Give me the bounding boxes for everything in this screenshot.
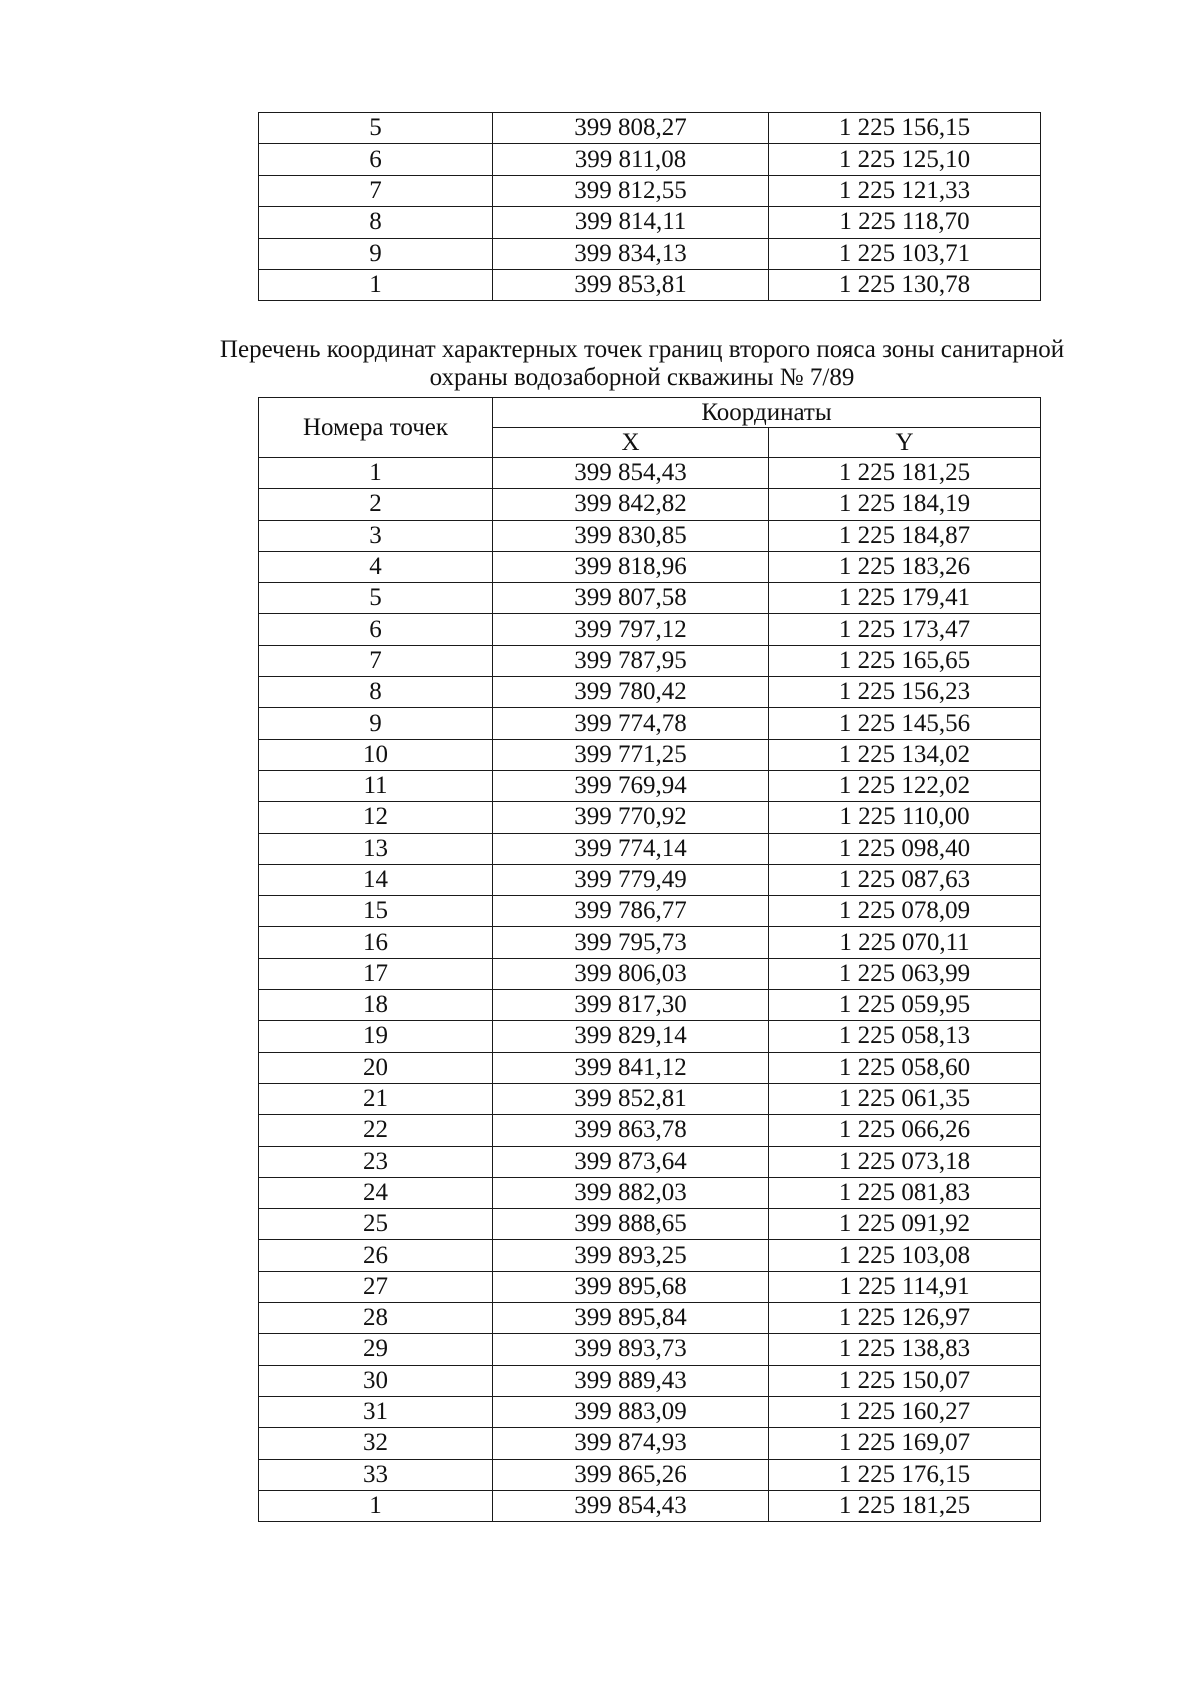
x-coordinate-cell: 399 895,68 [493,1271,769,1302]
table-row [259,1303,1041,1334]
y-coordinate-cell: 1 225 081,83 [769,1177,1041,1208]
x-coordinate-cell: 399 854,43 [493,1490,769,1521]
y-coordinate-cell: 1 225 073,18 [769,1146,1041,1177]
section-title [150,336,1134,392]
point-number-cell: 10 [259,739,493,770]
x-coordinate-cell: 399 842,82 [493,489,769,520]
point-number-cell: 21 [259,1083,493,1114]
point-number-cell: 32 [259,1428,493,1459]
point-number-cell: 11 [259,770,493,801]
point-number-cell: 30 [259,1365,493,1396]
second-belt-coordinates-table [258,397,1041,1522]
x-coordinate-cell: 399 779,49 [493,864,769,895]
x-coordinate-cell: 399 795,73 [493,927,769,958]
table-row [259,802,1041,833]
point-number-cell: 24 [259,1177,493,1208]
x-coordinate-cell: 399 780,42 [493,677,769,708]
y-coordinate-cell: 1 225 126,97 [769,1303,1041,1334]
y-coordinate-cell: 1 225 103,71 [769,238,1041,269]
point-number-cell: 33 [259,1459,493,1490]
point-number-cell: 14 [259,864,493,895]
y-coordinate-cell: 1 225 058,13 [769,1021,1041,1052]
table-row [259,864,1041,895]
header-row-1 [259,398,1041,428]
y-coordinate-cell: 1 225 087,63 [769,864,1041,895]
x-coordinate-cell: 399 874,93 [493,1428,769,1459]
y-coordinate-cell: 1 225 063,99 [769,958,1041,989]
y-coordinate-cell: 1 225 078,09 [769,896,1041,927]
x-coordinate-cell: 399 786,77 [493,896,769,927]
table-row [259,1428,1041,1459]
x-coordinate-cell: 399 889,43 [493,1365,769,1396]
y-coordinate-cell: 1 225 066,26 [769,1115,1041,1146]
point-number-cell: 27 [259,1271,493,1302]
section-title-line-1: Перечень координат характерных точек границ второго пояса зоны санитарной [219,336,1065,363]
x-coordinate-cell: 399 770,92 [493,802,769,833]
y-coordinate-cell: 1 225 103,08 [769,1240,1041,1271]
x-coordinate-cell: 399 893,73 [493,1334,769,1365]
y-coordinate-cell: 1 225 125,10 [769,144,1041,175]
table-row [259,269,1041,300]
point-number-cell: 5 [259,583,493,614]
header-point-numbers: Номера точек [259,398,493,458]
y-coordinate-cell: 1 225 114,91 [769,1271,1041,1302]
x-coordinate-cell: 399 811,08 [493,144,769,175]
y-coordinate-cell: 1 225 145,56 [769,708,1041,739]
y-coordinate-cell: 1 225 118,70 [769,207,1041,238]
table-row [259,739,1041,770]
table-row [259,645,1041,676]
point-number-cell: 23 [259,1146,493,1177]
y-coordinate-cell: 1 225 070,11 [769,927,1041,958]
x-coordinate-cell: 399 814,11 [493,207,769,238]
point-number-cell: 9 [259,708,493,739]
x-coordinate-cell: 399 774,78 [493,708,769,739]
x-coordinate-cell: 399 797,12 [493,614,769,645]
table-header [259,398,1041,458]
y-coordinate-cell: 1 225 150,07 [769,1365,1041,1396]
y-coordinate-cell: 1 225 176,15 [769,1459,1041,1490]
table-row [259,1021,1041,1052]
point-number-cell: 4 [259,551,493,582]
y-coordinate-cell: 1 225 098,40 [769,833,1041,864]
point-number-cell: 12 [259,802,493,833]
y-coordinate-cell: 1 225 179,41 [769,583,1041,614]
table-row [259,708,1041,739]
table-row [259,770,1041,801]
x-coordinate-cell: 399 787,95 [493,645,769,676]
y-coordinate-cell: 1 225 183,26 [769,551,1041,582]
point-number-cell: 2 [259,489,493,520]
x-coordinate-cell: 399 829,14 [493,1021,769,1052]
table-row [259,1271,1041,1302]
table-row [259,113,1041,144]
x-coordinate-cell: 399 774,14 [493,833,769,864]
x-coordinate-cell: 399 818,96 [493,551,769,582]
x-coordinate-cell: 399 806,03 [493,958,769,989]
point-number-cell: 31 [259,1396,493,1427]
x-coordinate-cell: 399 865,26 [493,1459,769,1490]
table-row [259,489,1041,520]
table-row [259,458,1041,489]
table-row [259,1334,1041,1365]
x-coordinate-cell: 399 771,25 [493,739,769,770]
y-coordinate-cell: 1 225 184,87 [769,520,1041,551]
x-coordinate-cell: 399 873,64 [493,1146,769,1177]
y-coordinate-cell: 1 225 059,95 [769,990,1041,1021]
y-coordinate-cell: 1 225 110,00 [769,802,1041,833]
point-number-cell: 5 [259,113,493,144]
y-coordinate-cell: 1 225 091,92 [769,1209,1041,1240]
table-row [259,1396,1041,1427]
point-number-cell: 29 [259,1334,493,1365]
point-number-cell: 7 [259,175,493,206]
y-coordinate-cell: 1 225 169,07 [769,1428,1041,1459]
table-row [259,238,1041,269]
point-number-cell: 1 [259,1490,493,1521]
table-row [259,677,1041,708]
header-coordinates: Координаты [493,398,1041,428]
y-coordinate-cell: 1 225 061,35 [769,1083,1041,1114]
y-coordinate-cell: 1 225 138,83 [769,1334,1041,1365]
table-row [259,1177,1041,1208]
table-row [259,990,1041,1021]
point-number-cell: 8 [259,677,493,708]
point-number-cell: 19 [259,1021,493,1052]
header-y: Y [769,428,1041,458]
point-number-cell: 22 [259,1115,493,1146]
point-number-cell: 25 [259,1209,493,1240]
y-coordinate-cell: 1 225 184,19 [769,489,1041,520]
x-coordinate-cell: 399 808,27 [493,113,769,144]
point-number-cell: 6 [259,144,493,175]
table-row [259,1083,1041,1114]
y-coordinate-cell: 1 225 130,78 [769,269,1041,300]
point-number-cell: 6 [259,614,493,645]
table-row [259,958,1041,989]
y-coordinate-cell: 1 225 181,25 [769,1490,1041,1521]
table-row [259,1052,1041,1083]
x-coordinate-cell: 399 854,43 [493,458,769,489]
table-row [259,175,1041,206]
point-number-cell: 3 [259,520,493,551]
continuation-table-body [259,113,1041,301]
x-coordinate-cell: 399 895,84 [493,1303,769,1334]
y-coordinate-cell: 1 225 122,02 [769,770,1041,801]
table-row [259,896,1041,927]
x-coordinate-cell: 399 853,81 [493,269,769,300]
table-row [259,520,1041,551]
x-coordinate-cell: 399 807,58 [493,583,769,614]
x-coordinate-cell: 399 863,78 [493,1115,769,1146]
table-row [259,1209,1041,1240]
table-row [259,833,1041,864]
table-row [259,207,1041,238]
y-coordinate-cell: 1 225 134,02 [769,739,1041,770]
x-coordinate-cell: 399 841,12 [493,1052,769,1083]
y-coordinate-cell: 1 225 121,33 [769,175,1041,206]
table-row [259,1146,1041,1177]
x-coordinate-cell: 399 893,25 [493,1240,769,1271]
point-number-cell: 8 [259,207,493,238]
x-coordinate-cell: 399 888,65 [493,1209,769,1240]
point-number-cell: 9 [259,238,493,269]
x-coordinate-cell: 399 834,13 [493,238,769,269]
table-row [259,1240,1041,1271]
y-coordinate-cell: 1 225 181,25 [769,458,1041,489]
table-row [259,1115,1041,1146]
point-number-cell: 7 [259,645,493,676]
table-row [259,927,1041,958]
table-row [259,583,1041,614]
point-number-cell: 20 [259,1052,493,1083]
x-coordinate-cell: 399 769,94 [493,770,769,801]
table-row [259,1365,1041,1396]
x-coordinate-cell: 399 817,30 [493,990,769,1021]
y-coordinate-cell: 1 225 173,47 [769,614,1041,645]
x-coordinate-cell: 399 830,85 [493,520,769,551]
table-row [259,614,1041,645]
table-row [259,1459,1041,1490]
point-number-cell: 18 [259,990,493,1021]
header-x: X [493,428,769,458]
x-coordinate-cell: 399 812,55 [493,175,769,206]
x-coordinate-cell: 399 852,81 [493,1083,769,1114]
table-row [259,551,1041,582]
main-table-body [259,458,1041,1522]
y-coordinate-cell: 1 225 160,27 [769,1396,1041,1427]
table-row [259,1490,1041,1521]
y-coordinate-cell: 1 225 165,65 [769,645,1041,676]
section-title-line-2: охраны водозаборной скважины № 7/89 [429,364,855,391]
point-number-cell: 1 [259,269,493,300]
continuation-coordinates-table [258,112,1041,301]
point-number-cell: 16 [259,927,493,958]
point-number-cell: 1 [259,458,493,489]
point-number-cell: 13 [259,833,493,864]
point-number-cell: 28 [259,1303,493,1334]
table-row [259,144,1041,175]
point-number-cell: 15 [259,896,493,927]
y-coordinate-cell: 1 225 156,23 [769,677,1041,708]
point-number-cell: 26 [259,1240,493,1271]
x-coordinate-cell: 399 882,03 [493,1177,769,1208]
x-coordinate-cell: 399 883,09 [493,1396,769,1427]
y-coordinate-cell: 1 225 156,15 [769,113,1041,144]
point-number-cell: 17 [259,958,493,989]
y-coordinate-cell: 1 225 058,60 [769,1052,1041,1083]
